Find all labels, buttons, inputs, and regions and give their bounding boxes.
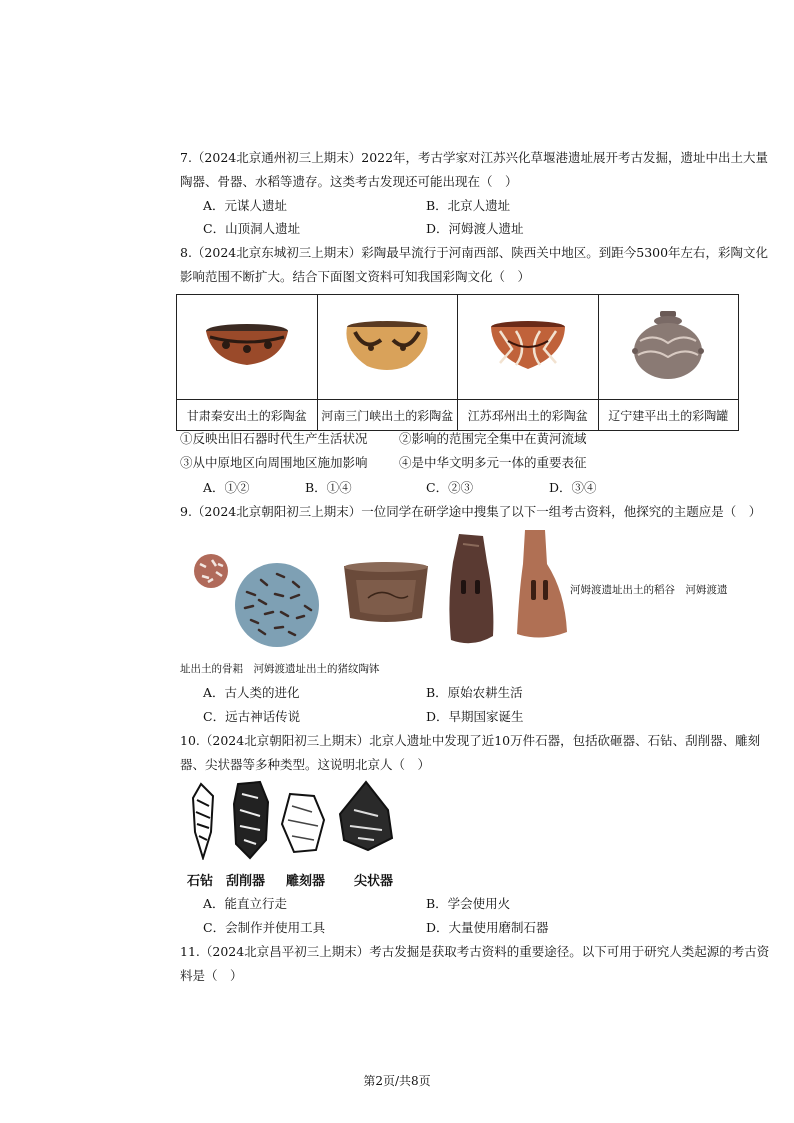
q8-option-b[interactable]: B．①④ (305, 480, 352, 495)
q7-option-d[interactable]: D．河姆渡人遗址 (426, 221, 524, 236)
tool-label-scraper: 刮削器 (226, 874, 266, 889)
q10-stem-line2: 器、尖状器等多种类型。这说明北京人（ ） (180, 757, 431, 772)
q9-option-d[interactable]: D．早期国家诞生 (426, 709, 524, 724)
q8-option-c[interactable]: C．②③ (426, 480, 474, 495)
q8-option-d[interactable]: D．③④ (549, 480, 597, 495)
q7-stem-line1: 7.（2024北京通州初三上期末）2022年，考古学家对江苏兴化草堰港遗址展开考古发掘，遗址中出土大量 (180, 150, 769, 165)
q11-stem-line2: 料是（ ） (180, 968, 243, 983)
q10-option-b[interactable]: B．学会使用火 (426, 896, 511, 911)
painted-basin-gansu-image (204, 321, 290, 371)
q7-stem-line2: 陶器、骨器、水稻等遗存。这类考古发现还可能出现在（ ） (180, 174, 518, 189)
q10-option-c[interactable]: C．会制作并使用工具 (203, 920, 326, 935)
q9-stem-line1: 9.（2024北京朝阳初三上期末）一位同学在研学途中搜集了以下一组考古资料，他探究的主题应是（ ） (180, 504, 762, 519)
pig-pattern-bowl-image (340, 560, 432, 626)
q9-option-b[interactable]: B．原始农耕生活 (426, 685, 523, 700)
q7-option-a[interactable]: A．元谋人遗址 (203, 198, 288, 213)
q7-option-b[interactable]: B．北京人遗址 (426, 198, 511, 213)
q8-statement-4: ④是中华文明多元一体的重要表征 (399, 455, 587, 470)
q8-statement-3: ③从中原地区向周围地区施加影响 (180, 455, 368, 470)
page-number-footer: 第2页/共8页 (363, 1074, 431, 1088)
rice-grains-image (233, 562, 321, 648)
q8-stem-line2: 影响范围不断扩大。结合下面图文资料可知我国彩陶文化（ ） (180, 269, 531, 284)
pointed-tool-image (336, 780, 396, 852)
q10-stem-line1: 10.（2024北京朝阳初三上期末）北京人遗址中发现了近10万件石器，包括砍砸器、石钻、刮削器、雕刻 (180, 733, 761, 748)
pottery-caption-henan: 河南三门峡出土的彩陶盆 (317, 400, 458, 431)
bone-spade-right-image (511, 528, 571, 644)
q10-option-a[interactable]: A．能直立行走 (203, 896, 288, 911)
scraper-image (230, 780, 272, 860)
bone-spade-left-image (443, 532, 503, 648)
q8-statement-2: ②影响的范围完全集中在黄河流域 (399, 431, 587, 446)
q9-option-c[interactable]: C．远古神话传说 (203, 709, 301, 724)
pottery-image-liaoning (598, 295, 739, 400)
pottery-image-gansu (177, 295, 318, 400)
burin-image (280, 790, 326, 856)
q11-stem-line1: 11.（2024北京昌平初三上期末）考古发掘是获取考古资料的重要途径。以下可用于研究人类起源的考古资 (180, 944, 770, 959)
painted-jar-liaoning-image (630, 309, 706, 383)
q8-option-a[interactable]: A．①② (203, 480, 250, 495)
q8-statement-1: ①反映出旧石器时代生产生活状况 (180, 431, 368, 446)
q8-stem-line1: 8.（2024北京东城初三上期末）彩陶最早流行于河南西部、陕西关中地区。到距今5300年左右，彩陶文化 (180, 245, 769, 260)
pottery-caption-gansu: 甘肃秦安出土的彩陶盆 (177, 400, 318, 431)
tool-label-burin: 雕刻器 (286, 874, 326, 889)
rice-grain-thumbnail-image (192, 552, 230, 590)
q9-image-caption-continued: 址出土的骨耜 河姆渡遗址出土的猪纹陶钵 (180, 663, 380, 675)
pottery-image-henan (317, 295, 458, 400)
pottery-caption-liaoning: 辽宁建平出土的彩陶罐 (598, 400, 739, 431)
q9-option-a[interactable]: A．古人类的进化 (203, 685, 300, 700)
pottery-table (176, 294, 739, 431)
painted-basin-jiangsu-image (488, 319, 568, 373)
pottery-image-jiangsu (458, 295, 599, 400)
q9-image-caption-right: 河姆渡遗址出土的稻谷 河姆渡遗 (570, 584, 728, 596)
tool-label-pointed: 尖状器 (354, 874, 394, 889)
pottery-caption-jiangsu: 江苏邳州出土的彩陶盆 (458, 400, 599, 431)
q10-option-d[interactable]: D．大量使用磨制石器 (426, 920, 549, 935)
stone-drill-image (187, 782, 219, 860)
painted-basin-henan-image (341, 318, 433, 374)
q7-option-c[interactable]: C．山顶洞人遗址 (203, 221, 301, 236)
tool-label-drill: 石钻 (187, 874, 214, 889)
